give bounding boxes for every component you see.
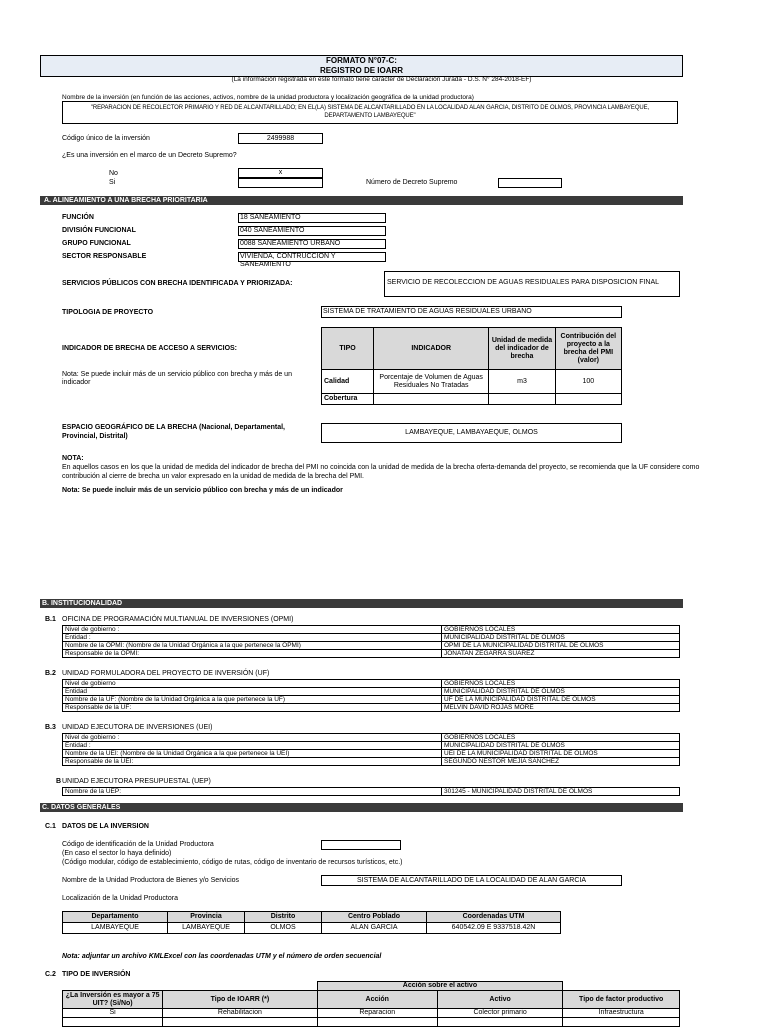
table-row (63, 696, 680, 704)
loc-cell: 640542.09 E 9337518.42N (427, 923, 561, 934)
b-block-number: B.2 (45, 670, 56, 677)
indicator-cell: Porcentaje de Volumen de Aguas Residuales No Tratadas (374, 370, 489, 394)
b-block-number: B (56, 778, 62, 785)
indicator-cell: Cobertura (322, 394, 374, 405)
decree-number-field (498, 178, 562, 188)
codigo-up-field (321, 840, 401, 850)
c2-number: C.2 (45, 971, 56, 978)
table-row (63, 1018, 680, 1027)
spacer-cell (163, 982, 317, 991)
nota-text: En aquellos casos en los que la unidad de medida del indicador de brecha del PMI no coincida con la unidad de medida de la brecha oferta-demanda del proyecto, se recomienda que la UF considere como contribución al cierre de brecha un valor expresado en la unidad de medida de la brecha del PMI. (62, 464, 700, 480)
c2-title: TIPO DE INVERSIÓN (62, 971, 131, 978)
tipo-cell: Reparacion (317, 1009, 437, 1018)
nombre-up-field: SISTEMA DE ALCANTARILLADO DE LA LOCALIDAD DE ALAN GARCIA (321, 875, 622, 886)
form-title-line2: REGISTRO DE IOARR (319, 66, 404, 75)
b-field-value: UF DE LA MUNICIPALIDAD DISTRITAL DE OLMOS (442, 696, 680, 704)
b-field-value: UEI DE LA MUNICIPALIDAD DISTRITAL DE OLMOS (442, 750, 680, 758)
b-field-value: MUNICIPALIDAD DISTRITAL DE OLMOS (442, 688, 680, 696)
espacio-field: LAMBAYEQUE, LAMBAYAEQUE, OLMOS (321, 423, 622, 443)
indicator-cell (489, 394, 555, 405)
indicator-cell (555, 394, 621, 405)
table-row (63, 750, 680, 758)
tipo-cell (163, 1018, 317, 1027)
tipo-cell: Si (63, 1009, 163, 1018)
table-row (63, 734, 680, 742)
b-block-title: UNIDAD EJECUTORA PRESUPUESTAL (UEP) (62, 778, 211, 785)
b-block-table (62, 679, 680, 712)
tipo-cell (437, 1018, 562, 1027)
c1-number: C.1 (45, 823, 56, 830)
b-field-label: Nombre de la UEP: (63, 788, 442, 796)
b-field-label: Nombre de la UEI: (Nombre de la Unidad Orgánica a la que pertenece la UEI) (63, 750, 442, 758)
decree-no-field: x (238, 168, 323, 178)
table-row (322, 394, 622, 405)
b-field-label: Nombre de la OPMI: (Nombre de la Unidad Orgánica a la que pertenece la OPMI) (63, 642, 442, 650)
table-row (63, 642, 680, 650)
tipo-header: Tipo de factor productivo (563, 991, 680, 1009)
code-label: Código único de la inversión (62, 135, 150, 142)
b-field-value: OPMI DE LA MUNICIPALIDAD DISTRITAL DE OLMOS (442, 642, 680, 650)
section-b-header: B. INSTITUCIONALIDAD (40, 599, 683, 608)
table-row (63, 1009, 680, 1018)
loc-header: Centro Poblado (322, 912, 427, 923)
codigo-up-label-3: (Código modular, código de establecimiento, código de rutas, código de inventario de recursos turísticos, etc.) (62, 859, 403, 866)
spacer-cell (63, 982, 163, 991)
investment-type-table (62, 981, 680, 1027)
b-field-value: GOBIERNOS LOCALES (442, 680, 680, 688)
grupo-label: GRUPO FUNCIONAL (62, 240, 131, 247)
decree-question: ¿Es una inversión en el marco de un Decreto Supremo? (62, 152, 237, 159)
table-row (63, 626, 680, 634)
decree-number-label: Número de Decreto Supremo (366, 179, 458, 186)
tipo-header: ¿La Inversión es mayor a 75 UIT? (Si/No) (63, 991, 163, 1009)
indicator-header-contribucion: Contribución del proyecto a la brecha del PMI (valor) (555, 328, 621, 370)
decree-si-field (238, 178, 323, 188)
c1-title: DATOS DE LA INVERSION (62, 823, 149, 830)
loc-cell: ALAN GARCIA (322, 923, 427, 934)
b-field-label: Nivel de gobierno (63, 680, 442, 688)
tipologia-field: SISTEMA DE TRATAMIENTO DE AGUAS RESIDUALES URBANO (321, 306, 622, 318)
location-table (62, 911, 561, 934)
table-row (63, 704, 680, 712)
section-c-header: C. DATOS GENERALES (40, 803, 683, 812)
tipo-cell (563, 1018, 680, 1027)
codigo-up-label-2: (En caso el sector lo haya definido) (62, 850, 172, 857)
b-field-label: Entidad (63, 688, 442, 696)
code-field: 2499988 (238, 133, 323, 144)
loc-header: Distrito (245, 912, 322, 923)
accion-activo-group-header: Acción sobre el activo (317, 982, 563, 991)
b-block-table (62, 625, 680, 658)
b-field-label: Responsable de la UEI: (63, 758, 442, 766)
table-row (63, 634, 680, 642)
table-row (63, 650, 680, 658)
tipo-cell (317, 1018, 437, 1027)
localizacion-label: Localización de la Unidad Productora (62, 895, 178, 902)
b-field-value: MUNICIPALIDAD DISTRITAL DE OLMOS (442, 634, 680, 642)
loc-header: Departamento (63, 912, 168, 923)
loc-header: Provincia (168, 912, 245, 923)
investment-name-value: "REPARACION DE RECOLECTOR PRIMARIO Y RED DE ALCANTARILLADO; EN EL(LA) SISTEMA DE ALCANTARILLADO EN LA LOCALIDAD ALAN GARCIA, DISTRITO DE OLMOS, PROVINCIA LAMBAYEQUE, DEPARTAMENTO LAMBAYEQUE" (90, 105, 650, 119)
location-note: Nota: adjuntar un archivo KMLExcel con las coordenadas UTM y el número de orden secuencial (62, 953, 382, 960)
indicator-cell: 100 (555, 370, 621, 394)
b-block-title: UNIDAD FORMULADORA DEL PROYECTO DE INVERSIÓN (UF) (62, 670, 270, 677)
nombre-up-label: Nombre de la Unidad Productora de Bienes y/o Servicios (62, 877, 240, 884)
tipo-cell: Infraestructura (563, 1009, 680, 1018)
loc-cell: LAMBAYEQUE (63, 923, 168, 934)
b-block-number: B.3 (45, 724, 56, 731)
b-field-label: Nombre de la UF: (Nombre de la Unidad Orgánica a la que pertenece la UF) (63, 696, 442, 704)
b-field-value: GOBIERNOS LOCALES (442, 626, 680, 634)
indicador-note: Nota: Se puede incluir más de un servicio público con brecha y más de un indicador (62, 371, 292, 386)
indicator-header-unidad: Unidad de medida del indicador de brecha (489, 328, 555, 370)
investment-name-box (62, 101, 678, 124)
b-field-label: Entidad : (63, 634, 442, 642)
b-field-value: GOBIERNOS LOCALES (442, 734, 680, 742)
b-block-table (62, 733, 680, 766)
servicios-label: SERVICIOS PÚBLICOS CON BRECHA IDENTIFICADA Y PRIORIZADA: (62, 280, 293, 287)
investment-name-label: Nombre de la inversión (en función de las acciones, activos, nombre de la unidad productora y localización geográfica de la unidad productora) (62, 94, 474, 101)
table-row (63, 742, 680, 750)
sector-label: SECTOR RESPONSABLE (62, 253, 147, 260)
indicator-cell: m3 (489, 370, 555, 394)
b-field-value: 301245 - MUNICIPALIDAD DISTRITAL DE OLMOS (442, 788, 680, 796)
tipo-cell: Rehabilitacion (163, 1009, 317, 1018)
b-field-value: SEGUNDO NESTOR MEJIA SANCHEZ (442, 758, 680, 766)
grupo-field: 0088 SANEAMIENTO URBANO (238, 239, 386, 249)
indicador-label: INDICADOR DE BRECHA DE ACCESO A SERVICIOS: (62, 345, 238, 352)
table-row (322, 370, 622, 394)
table-row (63, 788, 680, 796)
tipo-header: Activo (437, 991, 562, 1009)
b-field-label: Responsable de la OPMI: (63, 650, 442, 658)
decree-si-label: Si (109, 179, 116, 186)
b-block-number: B.1 (45, 616, 56, 623)
loc-header: Coordenadas UTM (427, 912, 561, 923)
table-row (63, 680, 680, 688)
table-row (63, 758, 680, 766)
division-field: 040 SANEAMIENTO (238, 226, 386, 236)
sector-field: VIVIENDA, CONTRUCCION Y SANEAMIENTO (238, 252, 386, 262)
tipo-cell: Colector primario (437, 1009, 562, 1018)
tipologia-label: TIPOLOGIA DE PROYECTO (62, 309, 154, 316)
b-block-table (62, 787, 680, 796)
codigo-up-label-1: Código de identificación de la Unidad Productora (62, 841, 214, 848)
b-field-label: Entidad : (63, 742, 442, 750)
b-block-title: UNIDAD EJECUTORA DE INVERSIONES (UEI) (62, 724, 213, 731)
b-field-label: Nivel de gobierno : (63, 734, 442, 742)
b-field-value: MELVIN DAVID ROJAS MORE (442, 704, 680, 712)
form-subtitle: (La información registrada en este formato tiene carácter de Declaración Jurada - D.S. N° 284-2018-EF) (231, 76, 532, 83)
section-a-header: A. ALINEAMIENTO A UNA BRECHA PRIORITARIA (40, 196, 683, 205)
b-field-value: JONATAN ZEGARRA SUAREZ (442, 650, 680, 658)
espacio-label: ESPACIO GEOGRÁFICO DE LA BRECHA (Nacional, Departamental, Provincial, Distrital) (62, 424, 285, 440)
indicator-cell (374, 394, 489, 405)
table-row (63, 923, 561, 934)
tipo-header: Tipo de IOARR (*) (163, 991, 317, 1009)
servicios-value: SERVICIO DE RECOLECCION DE AGUAS RESIDUALES PARA DISPOSICION FINAL (387, 279, 660, 286)
indicator-cell: Calidad (322, 370, 374, 394)
nota-bold: Nota: Se puede incluir más de un servicio público con brecha y más de un indicador (62, 487, 343, 494)
b-field-label: Nivel de gobierno : (63, 626, 442, 634)
table-row (63, 688, 680, 696)
b-field-value: MUNICIPALIDAD DISTRITAL DE OLMOS (442, 742, 680, 750)
loc-cell: LAMBAYEQUE (168, 923, 245, 934)
b-block-title: OFICINA DE PROGRAMACIÓN MULTIANUAL DE INVERSIONES (OPMI) (62, 616, 294, 623)
tipo-cell (63, 1018, 163, 1027)
b-field-label: Responsable de la UF: (63, 704, 442, 712)
indicator-table (321, 327, 622, 405)
spacer-cell (563, 982, 680, 991)
funcion-label: FUNCIÓN (62, 214, 94, 221)
tipo-header: Acción (317, 991, 437, 1009)
division-label: DIVISIÓN FUNCIONAL (62, 227, 136, 234)
loc-cell: OLMOS (245, 923, 322, 934)
nota-title: NOTA: (62, 455, 84, 462)
indicator-header-indicador: INDICADOR (374, 328, 489, 370)
form-title-line1: FORMATO N°07-C: (326, 56, 397, 65)
decree-no-label: No (109, 170, 118, 177)
indicator-header-tipo: TIPO (322, 328, 374, 370)
servicios-field (384, 271, 680, 297)
funcion-field: 18 SANEAMIENTO (238, 213, 386, 223)
